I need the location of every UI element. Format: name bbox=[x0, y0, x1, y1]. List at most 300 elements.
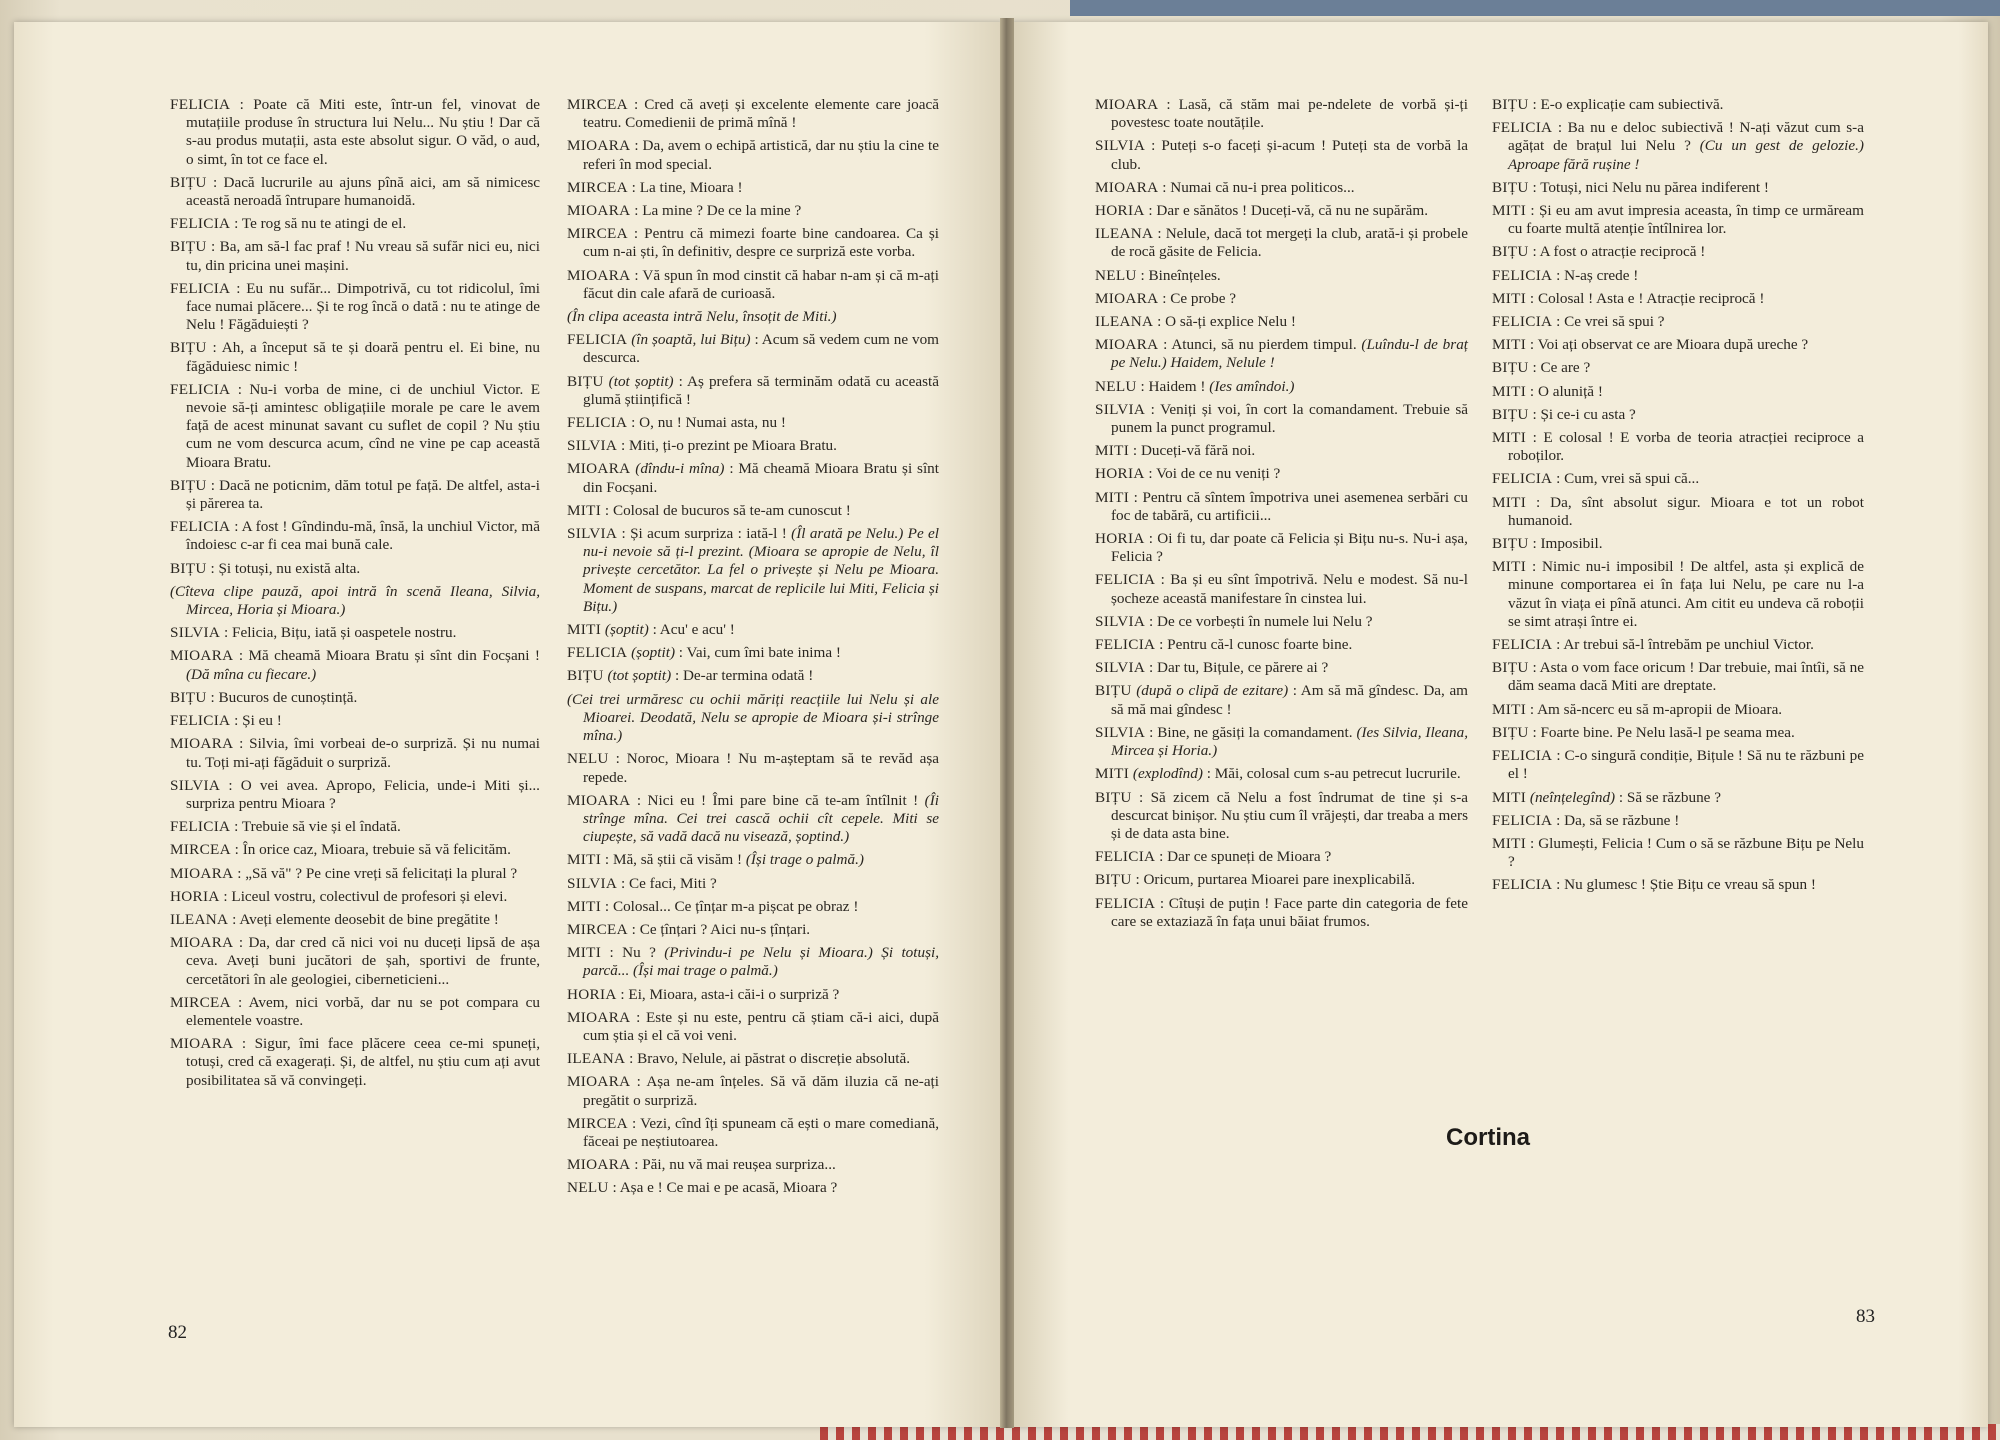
speaker-name: MIOARA bbox=[567, 1008, 631, 1026]
dialogue-text: Și totuși, nu există alta. bbox=[218, 559, 361, 577]
speaker-name: MITI bbox=[567, 897, 602, 915]
dialogue-line: FELICIA : Și eu ! bbox=[170, 712, 282, 730]
speaker-name: BIȚU bbox=[1095, 871, 1132, 889]
speaker-name: MIOARA bbox=[1095, 336, 1159, 354]
dialogue-text: Păi, nu vă mai reușea surpriza... bbox=[642, 1156, 836, 1174]
stage-direction: (Cei trei urmăresc cu ochii măriți reacțiile lui Nelu și ale Mioarei. Deodată, Nelu se apropie de Mioara și-i strînge mîna.) bbox=[567, 690, 939, 745]
speaker-name: MIRCEA bbox=[567, 1114, 628, 1132]
speaker-name: FELICIA bbox=[170, 96, 231, 113]
dialogue-line: MIRCEA : Cred că aveți și excelente elemente care joacă teatru. Comedienii de primă mînă ! bbox=[567, 96, 939, 132]
dialogue-line: MITI : E colosal ! E vorba de teoria atracției reciproce a roboților. bbox=[1492, 429, 1864, 465]
dialogue-text: Să zicem că Nelu a fost îndrumat de tine și s-a descurcat binișor. Nu știu cum îl vrăjești, dar treaba a mers și de data asta bine. bbox=[1111, 788, 1468, 842]
dialogue-text: Aveți elemente deosebit de bine pregătite ! bbox=[239, 910, 499, 928]
speaker-name: MITI bbox=[567, 501, 602, 519]
dialogue-line: MITI : Duceți-vă fără noi. bbox=[1095, 442, 1256, 460]
speaker-name: MITI bbox=[1492, 558, 1527, 576]
dialogue-text: Haidem ! bbox=[1148, 377, 1206, 395]
dialogue-line: MITI : Pentru că sîntem împotriva unei asemenea serbări cu foc de tabără, cu artificii... bbox=[1095, 488, 1468, 524]
dialogue-line: BIȚU : E-o explicație cam subiectivă. bbox=[1492, 96, 1724, 113]
speaker-name: ILEANA bbox=[170, 910, 229, 928]
stage-direction: (Privindu-i pe Nelu și Mioara.) Și totuși, parcă... (Își mai trage o palmă.) bbox=[583, 944, 940, 980]
dialogue-text: Silvia, îmi vorbeai de-o surpriză. Și nu numai tu. Toți mi-ați făgăduit o surpriză. bbox=[186, 735, 540, 771]
dialogue-line: MIOARA : Da, avem o echipă artistică, dar nu știu la cine te referi în mod special. bbox=[567, 137, 939, 173]
dialogue-text: Să se răzbune ? bbox=[1626, 788, 1721, 806]
dialogue-line: MIOARA : Vă spun în mod cinstit că habar n-am și că m-ați făcut din cale afară de curioasă. bbox=[567, 266, 939, 302]
dialogue-line: MITI (neînțelegînd) : Să se răzbune ? bbox=[1492, 788, 1721, 806]
dialogue-text: Vă spun în mod cinstit că habar n-am și că m-ați făcut din cale afară de curioasă. bbox=[583, 266, 939, 302]
speaker-name: FELICIA bbox=[567, 644, 628, 662]
speaker-name: FELICIA bbox=[1095, 894, 1156, 912]
dialogue-text: O vei avea. Apropo, Felicia, unde-i Miti și... surpriza pentru Mioara ? bbox=[186, 776, 540, 812]
dialogue-text: Mă cheamă Mioara Bratu și sînt din Focșani. bbox=[583, 460, 939, 496]
dialogue-text: Avem, nici vorbă, dar nu se pot compara cu elementele voastre. bbox=[186, 993, 540, 1029]
dialogue-text: Eu nu sufăr... Dimpotrivă, cu tot ridicolul, îmi face numai plăcere... Și te rog încă o dată : nu te atinge de Nelu ! Făgăduiești ? bbox=[186, 279, 540, 334]
speaker-name: MIOARA bbox=[170, 647, 234, 665]
speaker-name: FELICIA bbox=[1095, 848, 1156, 866]
dialogue-line: SILVIA : Puteți s-o faceți și-acum ! Puteți sta de vorbă la club. bbox=[1095, 137, 1468, 173]
dialogue-text: Ah, a început să te și doară pentru el. Ei bine, nu făgăduiesc nimic ! bbox=[186, 339, 540, 375]
dialogue-text: Așa ne-am înțeles. Să vă dăm iluzia că ne-ați pregătit o surpriză. bbox=[583, 1073, 939, 1109]
dialogue-line: BIȚU : Dacă lucrurile au ajuns pînă aici, am să nimicesc această neroadă întrupare humanoidă. bbox=[170, 173, 540, 210]
speaker-name: MITI bbox=[1492, 700, 1527, 718]
speaker-name: SILVIA bbox=[170, 776, 221, 794]
speaker-name: FELICIA bbox=[170, 818, 231, 836]
dialogue-text: C-o singură condiție, Bițule ! Să nu te răzbuni pe el ! bbox=[1508, 747, 1864, 783]
dialogue-line: FELICIA : A fost ! Gîndindu-mă, însă, la unchiul Victor, mă îndoiesc c-ar fi cea mai bună cale. bbox=[170, 518, 540, 554]
dialogue-text: Da, dar cred că nici voi nu duceți lipsă de așa ceva. Aveți buni jucători de șah, sportivi de frunte, cercetători în ale geologiei, ciberneticieni... bbox=[186, 934, 540, 988]
dialogue-line: FELICIA (șoptit) : Vai, cum îmi bate inima ! bbox=[567, 644, 841, 662]
page-number-left: 82 bbox=[168, 1322, 187, 1343]
dialogue-line: FELICIA : Poate că Miti este, într-un fel, vinovat de mutațiile produse în structura lui Nelu... Nu știu ! Dar că s-au produs mutații, asta este absolut sigur. O văd, o aud, o simt, în tot ce face el. bbox=[170, 96, 540, 168]
speaker-name: FELICIA bbox=[1492, 876, 1553, 894]
dialogue-line: MITI : Glumești, Felicia ! Cum o să se răzbune Bițu pe Nelu ? bbox=[1492, 834, 1864, 871]
speaker-name: BIȚU bbox=[567, 372, 604, 390]
speaker-name: MIOARA bbox=[567, 266, 631, 284]
dialogue-line: FELICIA : Ba și eu sînt împotrivă. Nelu e modest. Să nu-l șocheze această manifestare în cinstea lui. bbox=[1095, 571, 1468, 607]
speaker-name: FELICIA bbox=[567, 414, 628, 432]
dialogue-line: MITI : Colosal de bucuros să te-am cunoscut ! bbox=[567, 501, 851, 519]
dialogue-line: MIRCEA : La tine, Mioara ! bbox=[567, 178, 743, 196]
stage-direction: (după o clipă de ezitare) bbox=[1136, 682, 1289, 700]
speaker-name: MITI bbox=[1095, 442, 1130, 460]
speaker-name: MIOARA bbox=[170, 735, 234, 753]
dialogue-text: De ce vorbești în numele lui Nelu ? bbox=[1157, 612, 1373, 630]
speaker-name: FELICIA bbox=[170, 518, 231, 536]
dialogue-line: MITI : O aluniță ! bbox=[1492, 382, 1603, 400]
speaker-name: BIȚU bbox=[567, 667, 604, 685]
speaker-name: FELICIA bbox=[1492, 747, 1553, 765]
dialogue-line: BIȚU : Foarte bine. Pe Nelu lasă-l pe seama mea. bbox=[1492, 723, 1795, 741]
speaker-name: MIOARA bbox=[567, 1073, 631, 1091]
speaker-name: FELICIA bbox=[567, 331, 628, 349]
speaker-name: BIȚU bbox=[170, 173, 207, 191]
dialogue-text: Și eu am avut impresia aceasta, în timp ce urmăream cu foarte multă atenție întîlnirea lor. bbox=[1508, 202, 1864, 238]
dialogue-line: MITI : Voi ați observat ce are Mioara după ureche ? bbox=[1492, 336, 1809, 354]
dialogue-text: Bineînțeles. bbox=[1148, 266, 1221, 284]
dialogue-text: Imposibil. bbox=[1540, 535, 1603, 553]
dialogue-text: Colosal ! Asta e ! Atracție reciprocă ! bbox=[1537, 289, 1765, 307]
dialogue-text: Ce faci, Miti ? bbox=[629, 874, 717, 892]
stage-direction: (Dă mîna cu fiecare.) bbox=[186, 665, 317, 683]
dialogue-text: Bravo, Nelule, ai păstrat o discreție absolută. bbox=[637, 1050, 911, 1068]
dialogue-line: MITI : Nimic nu-i imposibil ! De altfel, asta și explică de minune comportarea ei în fața lui Nelu, pe care nu l-a văzut în viața ei pînă atunci. Am citit eu undeva că roboții se simt atrași între ei. bbox=[1492, 558, 1864, 630]
dialogue-line: HORIA : Ei, Mioara, asta-i căi-i o surpriză ? bbox=[567, 985, 840, 1003]
dialogue-line: FELICIA : Pentru că-l cunosc foarte bine. bbox=[1095, 636, 1353, 654]
speaker-name: MITI bbox=[1492, 493, 1527, 511]
dialogue-line: FELICIA : Dar ce spuneți de Mioara ? bbox=[1095, 848, 1332, 866]
speaker-name: BIȚU bbox=[1492, 405, 1529, 423]
stage-direction: (Cîteva clipe pauză, apoi intră în scenă Ileana, Silvia, Mircea, Horia și Mioara.) bbox=[170, 582, 540, 619]
dialogue-text: Pentru că-l cunosc foarte bine. bbox=[1167, 636, 1353, 654]
stage-direction: (șoptit) bbox=[604, 621, 649, 639]
dialogue-line: MITI : Am să-ncerc eu să m-apropii de Mioara. bbox=[1492, 700, 1783, 718]
speaker-name: SILVIA bbox=[567, 525, 618, 543]
dialogue-text: Sigur, îmi face plăcere ceea ce-mi spuneți, totuși, cred că exagerați. Și, de altfel, nu știu cum ați avut posibilitatea să vă convingeți. bbox=[186, 1035, 540, 1089]
dialogue-line: MIRCEA : Pentru că mimezi foarte bine candoarea. Ca și cum n-ai ști, în definitiv, despre ce surpriză este vorba. bbox=[567, 225, 939, 261]
speaker-name: ILEANA bbox=[1095, 225, 1154, 243]
book-gutter bbox=[1000, 18, 1014, 1428]
speaker-name: SILVIA bbox=[1095, 137, 1146, 155]
dialogue-line: FELICIA : Ar trebui să-l întrebăm pe unchiul Victor. bbox=[1492, 636, 1814, 654]
speaker-name: MIOARA bbox=[567, 202, 631, 220]
dialogue-line: BIȚU : A fost o atracție reciprocă ! bbox=[1492, 243, 1706, 261]
dialogue-line: FELICIA : Trebuie să vie și el îndată. bbox=[170, 818, 401, 836]
dialogue-text: O să-ți explice Nelu ! bbox=[1165, 313, 1296, 331]
dialogue-text: Ba și eu sînt împotrivă. Nelu e modest. Să nu-l șocheze această manifestare în cinstea lui. bbox=[1111, 571, 1468, 607]
dialogue-text: Trebuie să vie și el îndată. bbox=[241, 818, 401, 836]
speaker-name: MIOARA bbox=[567, 460, 631, 478]
dialogue-line: MIRCEA : Avem, nici vorbă, dar nu se pot compara cu elementele voastre. bbox=[170, 993, 540, 1029]
dialogue-line: FELICIA : O, nu ! Numai asta, nu ! bbox=[567, 414, 786, 432]
dialogue-line: MIOARA : Lasă, că stăm mai pe-ndelete de vorbă și-ți povestesc toate noutățile. bbox=[1095, 96, 1468, 132]
speaker-name: FELICIA bbox=[1095, 571, 1156, 589]
speaker-name: FELICIA bbox=[1492, 636, 1553, 654]
speaker-name: MITI bbox=[1492, 202, 1527, 220]
dialogue-text: Nelule, dacă tot mergeți la club, arată-i și probele de rocă găsite de Felicia. bbox=[1111, 225, 1468, 261]
speaker-name: HORIA bbox=[170, 887, 220, 905]
dialogue-line: MIOARA : Așa ne-am înțeles. Să vă dăm iluzia că ne-ați pregătit o surpriză. bbox=[567, 1073, 939, 1109]
dialogue-line: MIOARA : Sigur, îmi face plăcere ceea ce-mi spuneți, totuși, cred că exagerați. Și, de altfel, nu știu cum ați avut posibilitatea să vă convingeți. bbox=[170, 1035, 540, 1089]
speaker-name: ILEANA bbox=[1095, 313, 1154, 331]
dialogue-line: NELU : Noroc, Mioara ! Nu m-așteptam să te revăd așa repede. bbox=[567, 750, 939, 786]
dialogue-text: Liceul vostru, colectivul de profesori și elevi. bbox=[231, 887, 508, 905]
dialogue-text: Ce are ? bbox=[1540, 359, 1591, 377]
dialogue-line: HORIA : Liceul vostru, colectivul de profesori și elevi. bbox=[170, 887, 508, 905]
dialogue-text: Ce țînțari ? Aici nu-s țînțari. bbox=[639, 920, 811, 938]
dialogue-line: SILVIA : De ce vorbești în numele lui Nelu ? bbox=[1095, 612, 1373, 630]
dialogue-text: Acu' e acu' ! bbox=[659, 621, 735, 639]
dialogue-line: NELU : Așa e ! Ce mai e pe acasă, Mioara ? bbox=[567, 1179, 838, 1197]
right-page-column-2 bbox=[1492, 96, 1864, 900]
dialogue-line: MIRCEA : În orice caz, Mioara, trebuie să vă felicităm. bbox=[170, 841, 511, 859]
stage-direction: (dîndu-i mîna) bbox=[635, 460, 725, 478]
speaker-name: MIOARA bbox=[1095, 178, 1159, 196]
dialogue-line: MIOARA : Silvia, îmi vorbeai de-o surpriză. Și nu numai tu. Toți mi-ați făgăduit o surpriză. bbox=[170, 735, 540, 771]
dialogue-text: Poate că Miti este, într-un fel, vinovat de mutațiile produse în structura lui Nelu... Nu știu ! Dar că s-au produs mutații, asta este absolut sigur. O văd, o aud, o simt, în tot ce face el. bbox=[186, 96, 540, 168]
dialogue-text: Veniți și voi, în cort la comandament. Trebuie să punem la punct programul. bbox=[1111, 400, 1469, 437]
dialogue-text: Și acum surpriza : iată-l ! bbox=[630, 525, 787, 543]
speaker-name: BIȚU bbox=[1492, 243, 1529, 261]
dialogue-line: BIȚU (după o clipă de ezitare) : Am să mă gîndesc. Da, am să mă mai gîndesc ! bbox=[1095, 682, 1468, 718]
dialogue-text: Noroc, Mioara ! Nu m-așteptam să te revăd așa repede. bbox=[583, 750, 939, 786]
speaker-name: MITI bbox=[1492, 336, 1527, 354]
stage-direction: (Își trage o palmă.) bbox=[745, 851, 864, 869]
dialogue-line: FELICIA : Eu nu sufăr... Dimpotrivă, cu tot ridicolul, îmi face numai plăcere... Și te rog încă o dată : nu te atinge de Nelu ! Făgăduiești ? bbox=[170, 279, 540, 334]
dialogue-text: Da, avem o echipă artistică, dar nu știu la cine te referi în mod special. bbox=[583, 137, 939, 173]
dialogue-line: BIȚU : Să zicem că Nelu a fost îndrumat de tine și s-a descurcat binișor. Nu știu cum îl vrăjești, dar treaba a mers și de data asta bine. bbox=[1095, 788, 1468, 842]
dialogue-text: Am să-ncerc eu să m-apropii de Mioara. bbox=[1537, 700, 1783, 718]
speaker-name: BIȚU bbox=[1095, 788, 1132, 806]
speaker-name: SILVIA bbox=[1095, 612, 1146, 630]
speaker-name: MITI bbox=[1095, 488, 1130, 506]
speaker-name: SILVIA bbox=[567, 874, 618, 892]
speaker-name: NELU bbox=[567, 750, 609, 768]
dialogue-line: MIOARA : Atunci, să nu pierdem timpul. (Luîndu-l de braț pe Nelu.) Haidem, Nelule ! bbox=[1095, 336, 1469, 372]
stage-direction: (Îl arată pe Nelu.) Pe el nu-i nevoie să ți-l prezint. (Mioara se apropie de Nelu, îl privește cercetător. La fel o privește și Nelu pe Mioara. Moment de suspans, marcat de replicile lui Miti, Felicia și Bițu.) bbox=[583, 525, 939, 615]
dialogue-line: NELU : Haidem ! (Ies amîndoi.) bbox=[1095, 377, 1295, 395]
dialogue-text: Ba, am să-l fac praf ! Nu vreau să sufăr nici eu, nici tu, din pricina unei mașini. bbox=[186, 238, 540, 274]
dialogue-line: FELICIA : Da, să se răzbune ! bbox=[1492, 811, 1680, 829]
dialogue-line: MIOARA : Este și nu este, pentru că știam că-i aici, după cum știa și el că voi veni. bbox=[567, 1008, 939, 1044]
dialogue-text: Foarte bine. Pe Nelu lasă-l pe seama mea. bbox=[1540, 723, 1795, 741]
speaker-name: MIRCEA bbox=[567, 178, 628, 196]
dialogue-text: Dar tu, Bițule, ce părere ai ? bbox=[1157, 659, 1329, 677]
dialogue-line: SILVIA : O vei avea. Apropo, Felicia, unde-i Miti și... surpriza pentru Mioara ? bbox=[170, 776, 540, 812]
dialogue-text: Aș prefera să terminăm odată cu această glumă științifică ! bbox=[583, 372, 939, 408]
dialogue-text: Voi de ce nu veniți ? bbox=[1156, 465, 1281, 483]
dialogue-line: BIȚU : Imposibil. bbox=[1492, 535, 1603, 553]
dialogue-line: BIȚU : Și ce-i cu asta ? bbox=[1492, 405, 1636, 423]
dialogue-text: Ce vrei să spui ? bbox=[1564, 313, 1665, 331]
speaker-name: MITI bbox=[1492, 429, 1527, 447]
dialogue-line: BIȚU : Oricum, purtarea Mioarei pare inexplicabilă. bbox=[1095, 871, 1416, 889]
speaker-name: SILVIA bbox=[1095, 400, 1146, 418]
dialogue-text: Te rog să nu te atingi de el. bbox=[241, 215, 407, 233]
dialogue-line: FELICIA : N-aș crede ! bbox=[1492, 266, 1639, 284]
page-number-right: 83 bbox=[1856, 1306, 1875, 1327]
dialogue-line: SILVIA : Ce faci, Miti ? bbox=[567, 874, 717, 892]
speaker-name: MITI bbox=[567, 851, 602, 869]
dialogue-text: Și ce-i cu asta ? bbox=[1540, 405, 1636, 423]
speaker-name: HORIA bbox=[1095, 465, 1145, 483]
speaker-name: MITI bbox=[567, 944, 602, 962]
speaker-name: BIȚU bbox=[1492, 723, 1529, 741]
speaker-name: MIOARA bbox=[1095, 96, 1159, 113]
stage-direction: (Ies Silvia, Ileana, Mircea și Horia.) bbox=[1111, 723, 1468, 760]
dialogue-line: MIOARA : Numai că nu-i prea politicos... bbox=[1095, 178, 1355, 196]
dialogue-text: Asta o vom face oricum ! Dar trebuie, mai întîi, să ne dăm seama dacă Miti are dreptate. bbox=[1508, 659, 1864, 695]
dialogue-text: Mă cheamă Mioara Bratu și sînt din Focșani ! bbox=[248, 647, 540, 665]
speaker-name: MITI bbox=[1095, 765, 1130, 783]
dialogue-line: ILEANA : Nelule, dacă tot mergeți la club, arată-i și probele de rocă găsite de Felicia. bbox=[1095, 225, 1468, 261]
dialogue-line: NELU : Bineînțeles. bbox=[1095, 266, 1221, 284]
dialogue-line: MIOARA : Păi, nu vă mai reușea surpriza... bbox=[567, 1156, 836, 1174]
stage-direction: (în șoaptă, lui Bițu) bbox=[631, 331, 751, 349]
dialogue-text: Oricum, purtarea Mioarei pare inexplicabilă. bbox=[1143, 871, 1416, 889]
dialogue-text: Dar ce spuneți de Mioara ? bbox=[1167, 848, 1332, 866]
speaker-name: MIRCEA bbox=[170, 993, 231, 1011]
speaker-name: MITI bbox=[1492, 788, 1527, 806]
dialogue-line: MITI (șoptit) : Acu' e acu' ! bbox=[567, 621, 735, 639]
speaker-name: FELICIA bbox=[1492, 470, 1553, 488]
dialogue-line: SILVIA : Bine, ne găsiți la comandament. (Ies Silvia, Ileana, Mircea și Horia.) bbox=[1095, 723, 1468, 760]
dialogue-text: La mine ? De ce la mine ? bbox=[642, 202, 802, 220]
stage-direction: (șoptit) bbox=[631, 644, 675, 662]
speaker-name: NELU bbox=[1095, 266, 1137, 284]
stage-direction: (explodînd) bbox=[1132, 765, 1203, 783]
dialogue-line: BIȚU : Totuși, nici Nelu nu părea indiferent ! bbox=[1492, 178, 1769, 196]
dialogue-line: FELICIA : Nu-i vorba de mine, ci de unchiul Victor. E nevoie să-ți amintesc obligațiile morale pe care le avem față de acest minunat savant cu suflet de copil ? Nu știu cum ne vom descurca acum, cînd ne vine pe cap această Mioara Bratu. bbox=[170, 380, 540, 471]
dialogue-line: MITI : Mă, să știi că visăm ! (Își trage o palmă.) bbox=[567, 851, 864, 869]
speaker-name: SILVIA bbox=[170, 624, 221, 642]
dialogue-text: Dar e sănătos ! Duceți-vă, că nu ne supărăm. bbox=[1156, 202, 1428, 220]
speaker-name: FELICIA bbox=[1492, 811, 1553, 829]
dialogue-text: O, nu ! Numai asta, nu ! bbox=[639, 414, 786, 432]
speaker-name: FELICIA bbox=[1492, 119, 1553, 137]
dialogue-line: MIOARA : Da, dar cred că nici voi nu duceți lipsă de așa ceva. Aveți buni jucători de șah, sportivi de frunte, cercetători în ale geologiei, ciberneticieni... bbox=[170, 934, 540, 988]
dialogue-line: FELICIA : Cum, vrei să spui că... bbox=[1492, 470, 1700, 488]
dialogue-text: Este și nu este, pentru că știam că-i aici, după cum știa și el că voi veni. bbox=[583, 1008, 939, 1044]
speaker-name: NELU bbox=[567, 1179, 609, 1197]
speaker-name: SILVIA bbox=[1095, 659, 1146, 677]
dialogue-line: BIȚU : Și totuși, nu există alta. bbox=[170, 559, 361, 577]
dialogue-text: Glumești, Felicia ! Cum o să se răzbune Bițu pe Nelu ? bbox=[1508, 834, 1864, 871]
dialogue-text: De-ar termina odată ! bbox=[682, 667, 814, 685]
stage-direction: (Cu un gest de gelozie.) Aproape fără rușine ! bbox=[1508, 137, 1864, 173]
dialogue-text: Numai că nu-i prea politicos... bbox=[1170, 178, 1355, 196]
dialogue-line: MITI : Colosal ! Asta e ! Atracție reciprocă ! bbox=[1492, 289, 1765, 307]
dialogue-line: MIOARA : Ce probe ? bbox=[1095, 289, 1237, 307]
speaker-name: MITI bbox=[567, 621, 602, 639]
speaker-name: BIȚU bbox=[1492, 535, 1529, 553]
dialogue-line: MITI : Da, sînt absolut sigur. Mioara e tot un robot humanoid. bbox=[1492, 493, 1864, 529]
dialogue-text: Vai, cum îmi bate inima ! bbox=[686, 644, 841, 662]
dialogue-text: Lasă, că stăm mai pe-ndelete de vorbă și-ți povestesc toate noutățile. bbox=[1111, 96, 1468, 132]
dialogue-line: BIȚU : Ba, am să-l fac praf ! Nu vreau să sufăr nici eu, nici tu, din pricina unei mașini. bbox=[170, 238, 540, 274]
dialogue-text: Totuși, nici Nelu nu părea indiferent ! bbox=[1540, 178, 1769, 196]
closing-word: Cortina bbox=[1446, 1124, 1530, 1151]
dialogue-text: Atunci, să nu pierdem timpul. bbox=[1171, 336, 1357, 354]
dialogue-text: Nici eu ! Îmi pare bine că te-am întîlnit ! bbox=[647, 791, 919, 809]
dialogue-text: La tine, Mioara ! bbox=[639, 178, 743, 196]
speaker-name: MIOARA bbox=[567, 137, 631, 155]
speaker-name: HORIA bbox=[1095, 202, 1145, 220]
dialogue-text: Nu ? bbox=[622, 944, 656, 962]
dialogue-text: Nu glumesc ! Știe Bițu ce vreau să spun ! bbox=[1564, 876, 1816, 894]
dialogue-text: Ar trebui să-l întrebăm pe unchiul Victor. bbox=[1563, 636, 1814, 654]
book-cover-top-edge bbox=[1070, 0, 2000, 16]
speaker-name: MIRCEA bbox=[567, 920, 628, 938]
dialogue-text: Nu-i vorba de mine, ci de unchiul Victor. E nevoie să-ți amintesc obligațiile morale pe care le avem față de acest minunat savant cu suflet de copil ? Nu știu cum ne vom descurca acum, cînd ne vine pe cap această Mioara Bratu. bbox=[186, 380, 540, 471]
dialogue-line: BIȚU : Bucuros de cunoștință. bbox=[170, 688, 358, 706]
stage-direction: (În clipa aceasta intră Nelu, însoțit de Miti.) bbox=[567, 308, 837, 326]
dialogue-line: SILVIA : Felicia, Bițu, iată și oaspetele nostru. bbox=[170, 624, 457, 642]
dialogue-text: Puteți s-o faceți și-acum ! Puteți sta de vorbă la club. bbox=[1111, 137, 1468, 173]
dialogue-text: Vezi, cînd îți spuneam că ești o mare comediană, făceai pe neștiutoarea. bbox=[583, 1114, 939, 1150]
dialogue-text: A fost o atracție reciprocă ! bbox=[1539, 243, 1706, 261]
speaker-name: BIȚU bbox=[1492, 96, 1529, 113]
speaker-name: FELICIA bbox=[1492, 313, 1553, 331]
speaker-name: BIȚU bbox=[170, 559, 207, 577]
speaker-name: BIȚU bbox=[170, 476, 207, 494]
dialogue-line: MIRCEA : Ce țînțari ? Aici nu-s țînțari. bbox=[567, 920, 811, 938]
dialogue-text: Voi ați observat ce are Mioara după ureche ? bbox=[1537, 336, 1809, 354]
dialogue-text: Da, sînt absolut sigur. Mioara e tot un robot humanoid. bbox=[1508, 493, 1864, 529]
dialogue-line: BIȚU : Ah, a început să te și doară pentru el. Ei bine, nu făgăduiesc nimic ! bbox=[170, 339, 540, 375]
stage-direction: (neînțelegînd) bbox=[1529, 788, 1616, 806]
dialogue-text: Am să mă gîndesc. Da, am să mă mai gîndesc ! bbox=[1111, 682, 1468, 718]
left-page-column-1 bbox=[170, 96, 540, 1095]
dialogue-line: FELICIA : Ce vrei să spui ? bbox=[1492, 313, 1665, 331]
speaker-name: ILEANA bbox=[567, 1050, 626, 1068]
dialogue-line: HORIA : Oi fi tu, dar poate că Felicia și Bițu nu-s. Nu-i așa, Felicia ? bbox=[1095, 530, 1468, 566]
dialogue-line: MIOARA : Mă cheamă Mioara Bratu și sînt din Focșani ! (Dă mîna cu fiecare.) bbox=[170, 647, 540, 683]
dialogue-line: BIȚU (tot șoptit) : Aș prefera să terminăm odată cu această glumă științifică ! bbox=[567, 372, 939, 408]
dialogue-line: MITI : Colosal... Ce țînțar m-a pișcat pe obraz ! bbox=[567, 897, 859, 915]
dialogue-line: FELICIA : Te rog să nu te atingi de el. bbox=[170, 215, 407, 233]
speaker-name: SILVIA bbox=[567, 437, 618, 455]
dialogue-text: Și eu ! bbox=[242, 712, 282, 730]
dialogue-text: Cred că aveți și excelente elemente care joacă teatru. Comedienii de primă mînă ! bbox=[583, 96, 939, 132]
dialogue-text: Pentru că sîntem împotriva unei asemenea serbări cu foc de tabără, cu artificii... bbox=[1111, 488, 1468, 524]
dialogue-text: Miti, ți-o prezint pe Mioara Bratu. bbox=[629, 437, 837, 455]
dialogue-line: SILVIA : Veniți și voi, în cort la comandament. Trebuie să punem la punct programul. bbox=[1095, 400, 1469, 437]
dialogue-text: Mă, să știi că visăm ! bbox=[612, 851, 743, 869]
stage-direction: (Ies amîndoi.) bbox=[1209, 377, 1295, 395]
dialogue-line: ILEANA : Bravo, Nelule, ai păstrat o discreție absolută. bbox=[567, 1050, 911, 1068]
stage-direction: (tot șoptit) bbox=[608, 372, 674, 390]
dialogue-line: MITI (explodînd) : Măi, colosal cum s-au petrecut lucrurile. bbox=[1095, 765, 1461, 783]
dialogue-text: Cum, vrei să spui că... bbox=[1564, 470, 1700, 488]
stage-direction: (Luîndu-l de braț pe Nelu.) Haidem, Nelule ! bbox=[1111, 336, 1469, 372]
dialogue-line: ILEANA : Aveți elemente deosebit de bine pregătite ! bbox=[170, 910, 499, 928]
dialogue-text: Bucuros de cunoștință. bbox=[218, 688, 358, 706]
speaker-name: FELICIA bbox=[170, 712, 231, 730]
speaker-name: BIȚU bbox=[1095, 682, 1132, 700]
speaker-name: HORIA bbox=[567, 985, 617, 1003]
dialogue-text: O aluniță ! bbox=[1537, 382, 1603, 400]
speaker-name: FELICIA bbox=[170, 380, 231, 398]
dialogue-text: În orice caz, Mioara, trebuie să vă felicităm. bbox=[242, 841, 511, 859]
dialogue-text: Felicia, Bițu, iată și oaspetele nostru. bbox=[232, 624, 457, 642]
dialogue-text: „Să vă" ? Pe cine vreți să felicitați la plural ? bbox=[245, 864, 518, 882]
speaker-name: BIȚU bbox=[1492, 659, 1529, 677]
speaker-name: BIȚU bbox=[1492, 359, 1529, 377]
speaker-name: MIOARA bbox=[567, 1156, 631, 1174]
dialogue-text: Dacă lucrurile au ajuns pînă aici, am să nimicesc această neroadă întrupare humanoidă. bbox=[186, 173, 540, 210]
speaker-name: MIRCEA bbox=[567, 96, 628, 113]
dialogue-line: SILVIA : Și acum surpriza : iată-l ! (Îl arată pe Nelu.) Pe el nu-i nevoie să ți-l prezint. (Mioara se apropie de Nelu, îl privește cercetător. La fel o privește și Nelu pe Mioara. Moment de suspans, marcat de replicile lui Miti, Felicia și Bițu.) bbox=[567, 525, 939, 615]
dialogue-text: Duceți-vă fără noi. bbox=[1140, 442, 1256, 460]
speaker-name: MITI bbox=[1492, 382, 1527, 400]
dialogue-line: SILVIA : Miti, ți-o prezint pe Mioara Bratu. bbox=[567, 437, 837, 455]
dialogue-line: FELICIA : Cîtuși de puțin ! Face parte din categoria de fete care se extaziază în fața unui băiat frumos. bbox=[1095, 894, 1468, 930]
speaker-name: MIOARA bbox=[567, 791, 631, 809]
dialogue-text: Dacă ne poticnim, dăm totul pe față. De altfel, asta-i și părerea ta. bbox=[186, 476, 540, 513]
dialogue-text: Măi, colosal cum s-au petrecut lucrurile. bbox=[1214, 765, 1461, 783]
dialogue-text: Acum să vedem cum ne vom descurca. bbox=[583, 331, 939, 367]
dialogue-line: MIOARA (dîndu-i mîna) : Mă cheamă Mioara Bratu și sînt din Focșani. bbox=[567, 460, 939, 496]
dialogue-line: MITI : Și eu am avut impresia aceasta, în timp ce urmăream cu foarte multă atenție întîlnirea lor. bbox=[1492, 202, 1864, 238]
speaker-name: HORIA bbox=[1095, 530, 1145, 548]
dialogue-text: Așa e ! Ce mai e pe acasă, Mioara ? bbox=[619, 1179, 838, 1197]
stage-direction: (Îi strînge mîna. Cei trei cască ochii cît cepele. Miti se ciupește, să vadă dacă nu visează, șoptind.) bbox=[583, 791, 940, 846]
speaker-name: MIOARA bbox=[170, 1035, 234, 1053]
speaker-name: FELICIA bbox=[170, 279, 231, 297]
dialogue-line: ILEANA : O să-ți explice Nelu ! bbox=[1095, 313, 1296, 331]
left-page-column-2 bbox=[567, 96, 939, 1203]
dialogue-text: Cîtuși de puțin ! Face parte din categoria de fete care se extaziază în fața unui băiat frumos. bbox=[1111, 894, 1468, 930]
